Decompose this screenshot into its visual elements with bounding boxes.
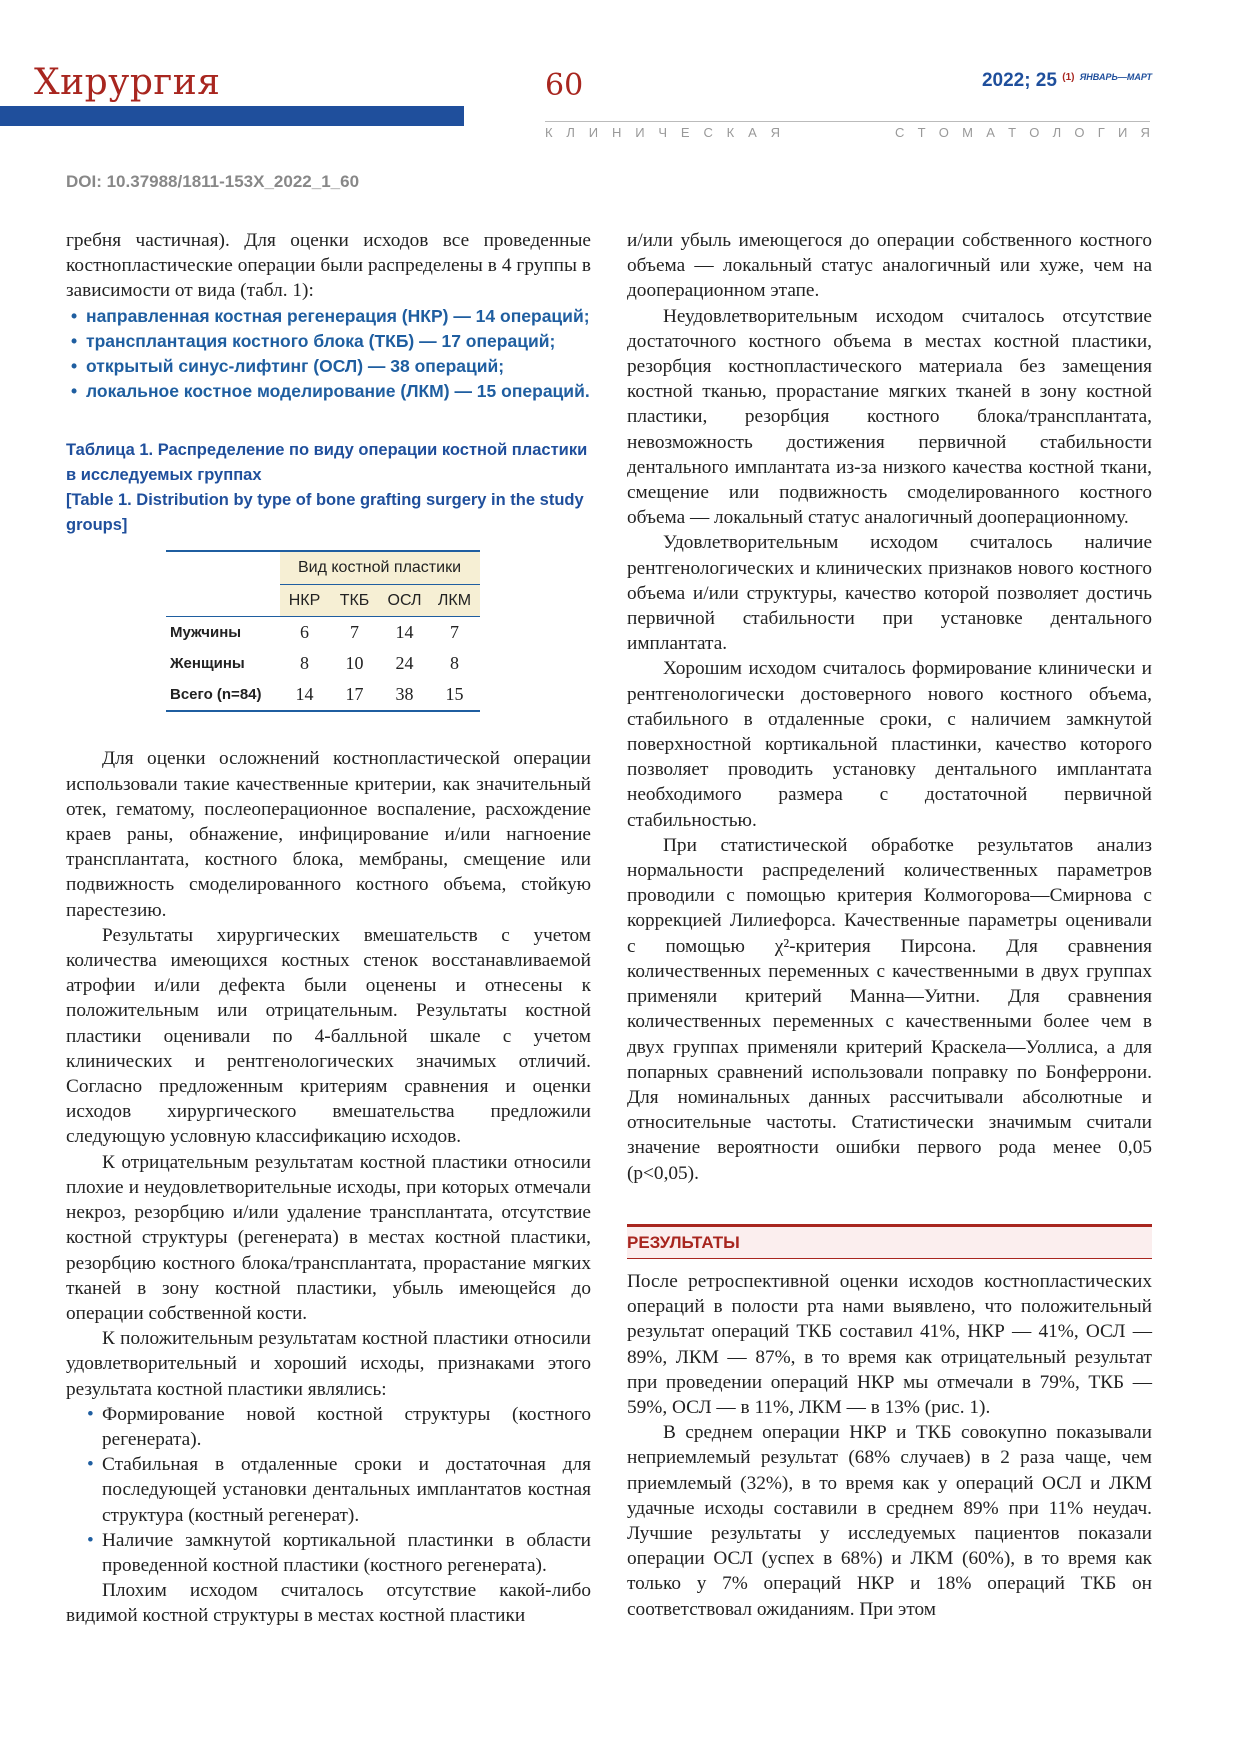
journal-letter: М — [962, 125, 973, 140]
table-cell: 7 — [450, 621, 459, 642]
journal-letter: А — [986, 125, 995, 140]
section-title: Хирургия — [34, 62, 221, 103]
journal-letter: А — [748, 125, 757, 140]
table-cell: 10 — [345, 653, 364, 674]
groups-list — [66, 304, 591, 405]
issue-year-volume: 2022; 25 — [981, 70, 1057, 91]
table-col-header: ЛКМ — [430, 584, 480, 616]
section-heading-results: РЕЗУЛЬТАТЫ — [627, 1224, 1152, 1259]
table-cell: 8 — [450, 653, 459, 674]
paragraph: гребня частичная). Для оценки исходов все проведенные костнопластические операции были распределены в 4 группы в зависимости от вида (табл. 1): — [66, 230, 591, 302]
journal-letter: Ч — [658, 125, 668, 140]
paragraph: Результаты хирургических вмешательств с учетом количества имеющихся костных стенок восстанавливаемой атрофии и/или дефекта были оценены и отнесены к положительным или отрицательным. Результаты костной пластики оценивали по 4-балльной шкале с учетом клинических и рентгенологических значимых отличий. Согласно предложенным критериям сравнения и оценки исходов хирургического вмешательства предложили следующую условную классификацию исходов. — [66, 924, 591, 1148]
journal-letter: Т — [1008, 125, 1017, 140]
table-row-label: Женщины — [170, 655, 245, 673]
issue-number: (1) — [1062, 72, 1075, 83]
paragraph: К отрицательным результатам костной пластики относили плохие и неудовлетворительные исходы, при которых отмечали некроз, резорбцию и/или удаление трансплантата, отсутствие костной структуры (регенерата) в местах костной пластики, резорбцию костного блока/трансплантата, прорастание мягких тканей в зону костной пластики, убыль имеющейся до операции собственной кости. — [66, 1151, 591, 1324]
journal-letter: Л — [1052, 125, 1062, 140]
table-caption — [66, 438, 591, 538]
left-column — [66, 228, 591, 1629]
signs-list — [66, 1402, 591, 1578]
table-col-header: ТКБ — [330, 584, 380, 616]
table-row-label: Мужчины — [170, 623, 242, 641]
table-row — [166, 616, 480, 648]
group-item: • открытый синус-лифтинг (ОСЛ) — 38 операций; — [86, 354, 591, 379]
journal-letter: К — [726, 125, 735, 140]
paragraph: Хорошим исходом считалось формирование клинически и рентгенологически достоверного нового костного объема, стабильного в отдаленные сроки, с наличием замкнутой поверхностной кортикальной пластинки, качество которого позволяет проводить установку дентального имплантата необходимого размера с достаточной первичной стабильностью. — [627, 658, 1152, 831]
table-cell: 38 — [380, 679, 430, 711]
paragraph: и/или убыль имеющегося до операции собственного костного объема — локальный статус аналогичный или хуже, чем на дооперационном этапе. — [627, 230, 1152, 302]
journal-letter: И — [635, 125, 645, 140]
table-col-header: ОСЛ — [380, 584, 430, 616]
journal-letter: Я — [1140, 125, 1150, 140]
journal-word-2 — [895, 125, 1150, 140]
journal-letter: О — [1074, 125, 1085, 140]
paragraph: Для оценки осложнений костнопластической операции использовали такие качественные критерии, как значительный отек, гематому, послеоперационное воспаление, расхождение краев раны, обнажение, инфицирование и/или нагноение трансплантата, костного блока, мембраны, смещение или подвижность смоделированного костного объема, стойкую парестезию. — [66, 748, 591, 921]
journal-letter: К — [545, 125, 553, 140]
paragraph: В среднем операции НКР и ТКБ совокупно показывали неприемлемый результат (68% случаев) в 2 раза чаще, чем приемлемый (32%), в то время как у операций ОСЛ и ЛКМ удачные исходы составили в среднем 89% при 11% неудач. Лучшие результаты у исследуемых пациентов показали операции ОСЛ (успех в 68%) и ЛКМ (60%), в то время как только у 7% операций НКР и 18% операций ТКБ он соответствовал ожиданиям. При этом — [627, 1422, 1152, 1620]
table-group-header: Вид костной пластики — [280, 551, 480, 584]
paragraph: Неудовлетворительным исходом считалось отсутствие достаточного костного объема в местах костной пластики, резорбция костнопластического материала без замещения костной тканью, прорастание мягких тканей в зону костной пластики, резорбция костного блока/трансплантата, невозможность достижения первичной стабильности дентального имплантата из-за низкого качества костной ткани, смещение или подвижность смоделированного костного объема — локальный статус аналогичный дооперационному. — [627, 305, 1152, 529]
journal-letter: Т — [917, 125, 926, 140]
table-cell: 17 — [330, 679, 380, 711]
page-number: 60 — [545, 68, 584, 103]
table-caption-en: [Table 1. Distribution by type of bone grafting surgery in the study groups] — [66, 491, 584, 535]
sign-item: • Формирование новой костной структуры (костного регенерата). — [102, 1402, 591, 1452]
journal-letter: Я — [770, 125, 780, 140]
sign-item: • Наличие замкнутой кортикальной пластинки в области проведенной костной пластики (костного регенерата). — [102, 1528, 591, 1578]
doi: DOI: 10.37988/1811-153X_2022_1_60 — [66, 172, 360, 191]
table-cell: 24 — [395, 653, 414, 674]
table-cell: 14 — [395, 621, 414, 642]
paragraph: При статистической обработке результатов анализ нормальности распределений количественных параметров проводили с помощью критерия Колмогорова—Смирнова с коррекцией Лилиефорса. Качественные параметры оценивали с помощью χ²-критерия Пирсона. Для сравнения количественных переменных с качественными в двух группах применяли критерий Манна—Уитни. Для сравнения количественных переменных с качественными более чем в двух группах применяли критерий Краскела—Уоллиса, а для попарных сравнений использовали поправку по Бонферрони. Для номинальных данных рассчитывали абсолютные и относительные частоты. Статистически значимым считали значение вероятности ошибки первого рода менее 0,05 (p<0,05). — [627, 834, 1152, 1184]
sign-item: • Стабильная в отдаленные сроки и достаточная для последующей установки дентальных имплантатов костная структура (костный регенерат). — [102, 1452, 591, 1528]
group-item: • направленная костная регенерация (НКР) — 14 операций; — [86, 304, 591, 329]
table-cell: 14 — [280, 679, 330, 711]
table-row — [166, 648, 480, 679]
table-cell: 15 — [430, 679, 480, 711]
table-col-header: НКР — [280, 584, 330, 616]
journal-letter: Г — [1097, 125, 1105, 140]
section-color-bar — [0, 106, 464, 126]
group-item: • локальное костное моделирование (ЛКМ) — 15 операций. — [86, 379, 591, 404]
group-item: • трансплантация костного блока (ТКБ) — 17 операций; — [86, 329, 591, 354]
issue-info — [982, 70, 1152, 92]
journal-letter: Н — [611, 125, 622, 140]
table-row-label: Всего (n=84) — [166, 679, 280, 711]
paragraph: Удовлетворительным исходом считалось наличие рентгенологических и клинических признаков нового костного объема и/или структуры, качество которой позволяет достичь первичной стабильности при установке дентального имплантата. — [627, 532, 1152, 655]
table-cell: 7 — [350, 621, 359, 642]
journal-name — [545, 125, 1150, 140]
table-1 — [166, 550, 480, 712]
journal-letter: С — [703, 125, 713, 140]
journal-letter: Л — [566, 125, 575, 140]
journal-letter: С — [895, 125, 905, 140]
paragraph: После ретроспективной оценки исходов костнопластических операций в полости рта нами выявлено, что положительный результат операций ТКБ составил 41%, НКР — 41%, ОСЛ — 89%, ЛКМ — 87%, в то время как отрицательный результат при проведении операций НКР мы отмечали в 79%, ТКБ — 59%, ОСЛ — в 11%, ЛКМ — в 13% (рис. 1). — [627, 1270, 1152, 1418]
journal-rule — [545, 121, 1150, 122]
journal-letter: И — [1117, 125, 1128, 140]
journal-letter: Е — [680, 125, 690, 140]
journal-letter: О — [1029, 125, 1040, 140]
journal-word-1 — [545, 125, 780, 140]
table-corner — [166, 551, 280, 584]
journal-letter: О — [938, 125, 949, 140]
table-row — [166, 679, 480, 711]
table-caption-ru: Таблица 1. Распределение по виду операции костной пластики в исследуемых группах — [66, 441, 588, 485]
right-column — [627, 228, 1152, 1622]
table-cell: 8 — [300, 653, 309, 674]
table-corner — [166, 584, 280, 616]
journal-letter: И — [588, 125, 599, 140]
table-cell: 6 — [300, 621, 309, 642]
paragraph: Плохим исходом считалось отсутствие какой-либо видимой костной структуры в местах костной пластики — [66, 1580, 591, 1627]
paragraph: К положительным результатам костной пластики относили удовлетворительный и хороший исходы, признаками этого результата костной пластики являлись: — [66, 1328, 591, 1400]
issue-months: ЯНВАРЬ—МАРТ — [1079, 72, 1152, 82]
